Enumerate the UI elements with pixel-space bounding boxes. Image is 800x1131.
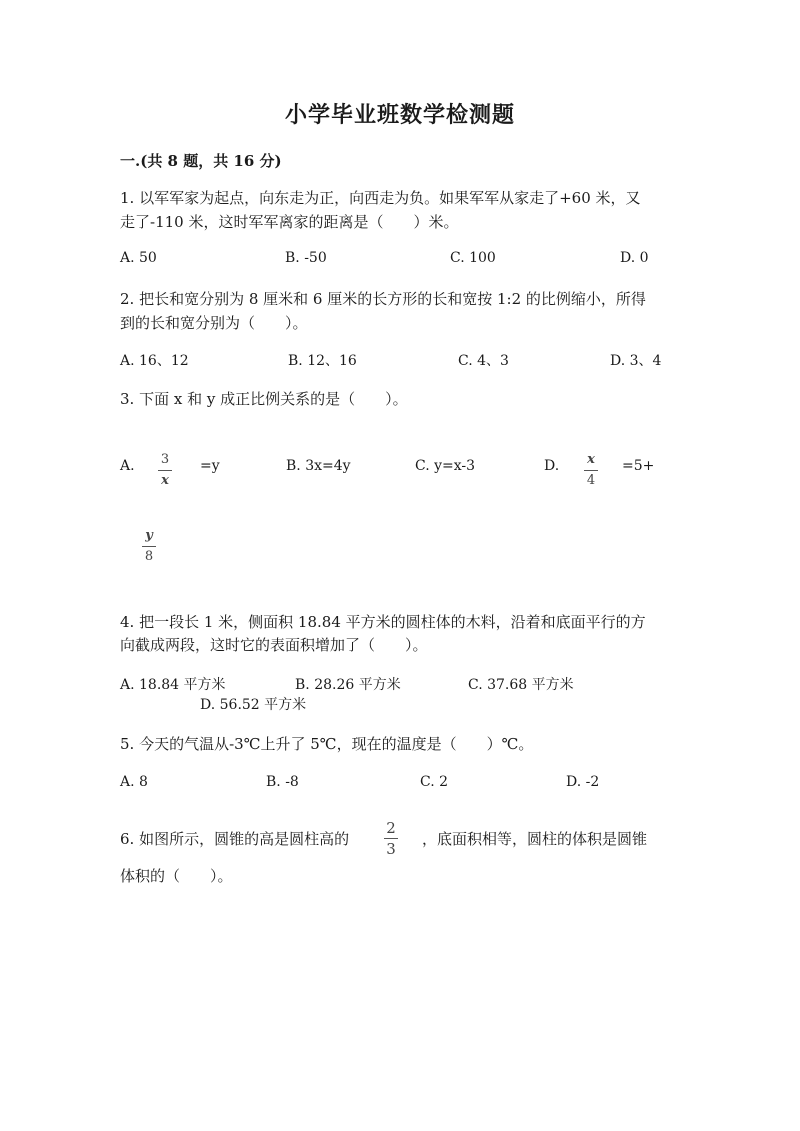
question-5-option-a: A. 8 [120,774,148,790]
question-3-line-1: 3. 下面 x 和 y 成正比例关系的是（ ）。 [120,390,408,408]
fraction-numerator: y [145,528,153,543]
question-3-option-d-label: D. [544,458,560,474]
section-header: 一.(共 8 题，共 16 分) [120,152,282,170]
page-title: 小学毕业班数学检测题 [284,102,515,128]
question-6-fraction [384,820,398,857]
fraction-numerator: 3 [160,452,170,467]
question-4-option-a: A. 18.84 平方米 [120,677,226,693]
question-3-option-d-tail: =5+ [622,458,655,474]
question-3-option-b: B. 3x=4y [286,458,351,474]
question-4-line-2: 向截成两段，这时它的表面积增加了（ ）。 [120,636,428,654]
fraction-denominator: 3 [386,840,396,858]
question-5-option-b: B. -8 [266,774,299,790]
fraction-bar [384,838,398,839]
question-3-option-d-fraction-2 [142,528,156,565]
question-4-option-c: C. 37.68 平方米 [468,677,574,693]
fraction-numerator: 2 [386,819,396,837]
question-3-option-a-tail: =y [200,458,220,474]
question-3-option-c: C. y=x-3 [415,458,476,474]
question-2-option-a: A. 16、12 [120,353,189,369]
question-4-line-1: 4. 把一段长 1 米，侧面积 18.84 平方米的圆柱体的木料，沿着和底面平行的方 [120,613,646,631]
question-4-option-b: B. 28.26 平方米 [295,677,401,693]
question-1-option-c: C. 100 [450,250,496,266]
fraction-bar [142,546,156,547]
question-5-option-d: D. -2 [566,774,600,790]
fraction-denominator: 4 [586,473,596,488]
question-2-option-d: D. 3、4 [610,353,662,369]
question-5-line-1: 5. 今天的气温从-3℃上升了 5℃，现在的温度是（ ）℃。 [120,735,534,753]
fraction-bar [158,470,172,471]
question-1-line-1: 1. 以军军家为起点，向东走为正，向西走为负。如果军军从家走了+60 米，又 [120,189,641,207]
fraction-bar [584,470,598,471]
question-1-line-2: 走了-110 米，这时军军离家的距离是（ ）米。 [120,213,459,231]
question-3-option-a-label: A. [120,458,135,474]
fraction-denominator: x [161,473,169,488]
question-2-option-b: B. 12、16 [288,353,357,369]
question-6-line-2: 体积的（ ）。 [120,867,233,885]
question-2-option-c: C. 4、3 [458,353,509,369]
question-1-option-a: A. 50 [120,250,157,266]
question-2-line-2: 到的长和宽分别为（ ）。 [120,314,308,332]
question-6-line-1-end: ，底面积相等，圆柱的体积是圆锥 [422,830,648,848]
question-6-line-1-start: 6. 如图所示，圆锥的高是圆柱高的 [120,830,350,848]
question-1-option-d: D. 0 [620,250,649,266]
question-1-option-b: B. -50 [285,250,327,266]
question-2-line-1: 2. 把长和宽分别为 8 厘米和 6 厘米的长方形的长和宽按 1:2 的比例缩小，所得 [120,290,646,308]
question-3-option-a-fraction [158,452,172,489]
question-5-option-c: C. 2 [420,774,449,790]
fraction-denominator: 8 [144,549,154,564]
fraction-numerator: x [587,452,595,467]
question-4-option-d: D. 56.52 平方米 [200,697,307,713]
question-3-option-d-fraction [584,452,598,489]
